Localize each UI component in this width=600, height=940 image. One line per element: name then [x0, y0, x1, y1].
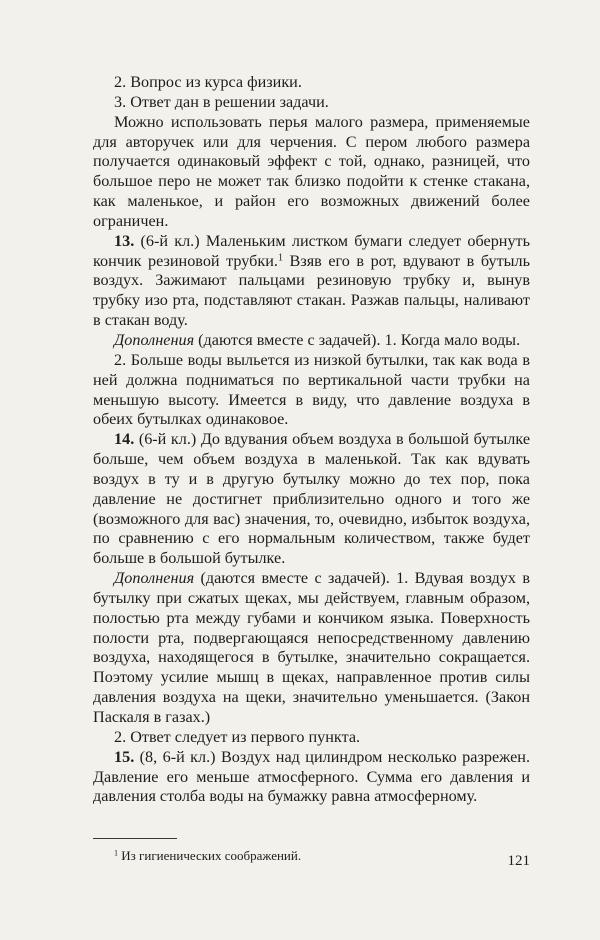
- paragraph-problem-15: [93, 748, 530, 808]
- paragraph-text: (8, 6-й кл.) Воздух над цилиндром несколько разрежен. Давление его меньше атмосферного. Сумма его давления и давления столба воды на бумажку равна атмосферному.: [93, 747, 530, 806]
- paragraph-text: 2. Вопрос из курса физики.: [114, 73, 302, 91]
- paragraph-problem-13: [93, 232, 530, 331]
- paragraph-text: Можно использовать перья малого размера, применяемые для авторучек или для черчения. С пером любого размера получается одинаковый эффект с той, однако, разницей, что большое перо не может так близко подойти к стенке стакана, как маленькое, и район его возможных движений более ограничен.: [93, 112, 530, 230]
- additions-heading: Дополнения: [114, 569, 195, 588]
- paragraph-text: 2. Больше воды выльется из низкой бутылки, так как вода в ней должна подниматься по вертикальной части трубки на меньшую высоту. Имеется в виду, что давление воздуха в обеих бутылках одинаковое.: [93, 350, 530, 429]
- problem-number: 14.: [114, 430, 135, 449]
- footnote-mark: 1: [114, 848, 119, 858]
- footnote: [93, 848, 530, 864]
- paragraph-answer-2: [93, 73, 530, 93]
- footnote-marker: 1: [277, 252, 283, 264]
- paragraph-text: 2. Ответ следует из первого пункта.: [114, 727, 361, 746]
- additions-heading: Дополнения: [114, 330, 195, 349]
- footnote-text: Из гигиенических соображений.: [121, 848, 302, 864]
- paragraph-text: (6-й кл.) Маленьким листком бумаги следует обернуть кончик резиновой трубки.: [93, 231, 530, 270]
- paragraph-text: 3. Ответ дан в решении задачи.: [114, 92, 329, 111]
- paragraph-additions-13: [93, 331, 530, 351]
- paragraph-text-continued: Взяв его в рот, вдувают в бутыль воздух. Зажимают пальцами резиновую трубку и, вынув трубку изо рта, подставляют стакан. Разжав пальцы, наливают в стакан воду.: [93, 251, 530, 330]
- body-text: [93, 73, 530, 807]
- problem-number: 15.: [114, 747, 135, 766]
- paragraph-additions-13-2: [93, 351, 530, 430]
- paragraph-text: (даются вместе с задачей). 1. Вдувая воздух в бутылку при сжатых щеках, мы действуем, главным образом, полостью рта между губами и кончиком языка. Поверхность полости рта, подвергающаяся непосредственному давлению воздуха, находящегося в бутылке, значительно сокращается. Поэтому усилие мышц в щеках, направленное против силы давления воздуха на щеки, значительно уменьшается. (Закон Паскаля в газах.): [93, 569, 530, 726]
- problem-number: 13.: [114, 231, 135, 250]
- paragraph-problem-14: [93, 430, 530, 569]
- paragraph-answer-3: [93, 93, 530, 113]
- paragraph-additions-14-2: [93, 728, 530, 748]
- paragraph-pens: [93, 113, 530, 232]
- paragraph-text: (даются вместе с задачей). 1. Когда мало воды.: [198, 330, 521, 349]
- page-number: 121: [507, 853, 530, 869]
- paragraph-additions-14: [93, 569, 530, 728]
- book-page: [93, 73, 530, 864]
- footnote-divider: [93, 838, 177, 839]
- paragraph-text: (6-й кл.) До вдувания объем воздуха в большой бутылке больше, чем объем воздуха в маленькой. Так как вдувать воздух в ту и в другую бутылку можно до тех пор, пока давление не достигнет приблизительно одного и того же (возможного для вас) значения, то, очевидно, избыток воздуха, по сравнению с его нормальным количеством, также будет больше в большой бутылке.: [93, 430, 531, 568]
